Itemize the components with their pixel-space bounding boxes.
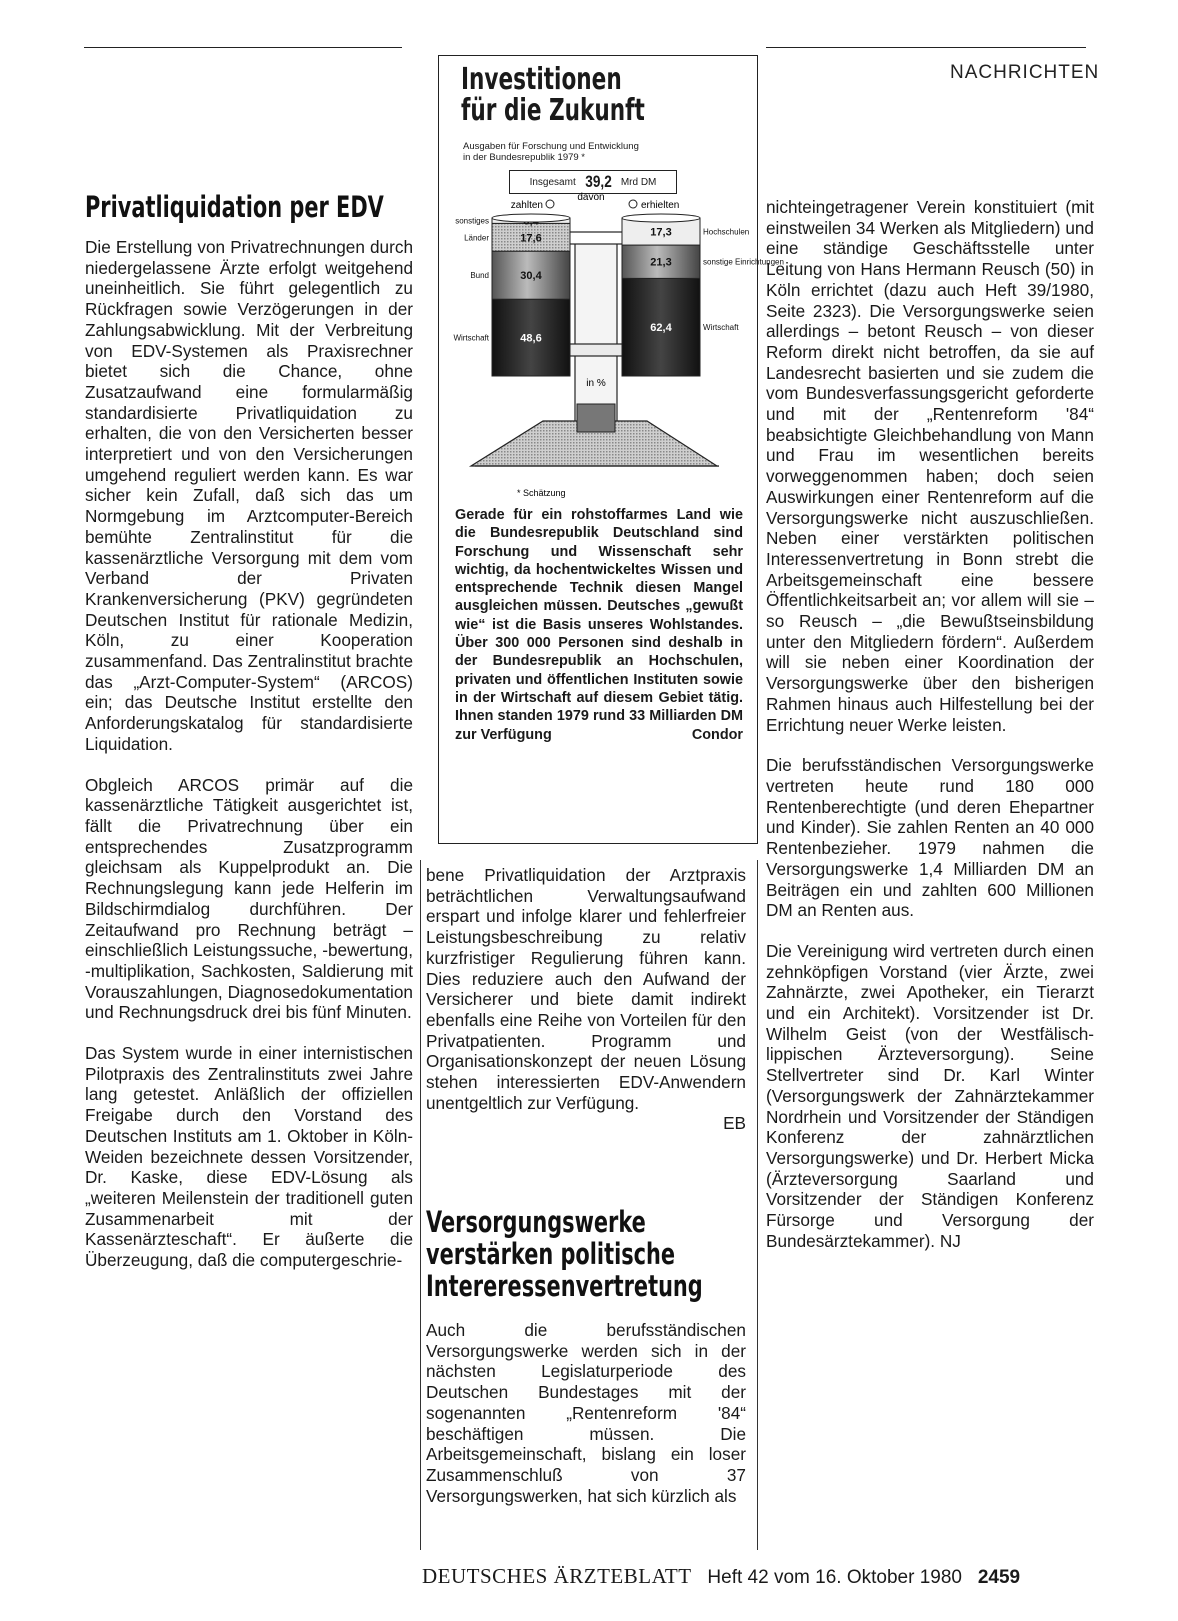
col1-paragraph: Obgleich ARCOS primär auf die kassenärztliche Tätigkeit ausgerichtet ist, fällt die Privatrechnung über ein entsprechendes Zusatzprogramm gleichsam als Kuppelprodukt an. Die Rechnungslegung kann jede Helferin im Bildschirmdialog durchführen. Der Zeitaufwand pro Rechnung beträgt – einschließlich Leistungssuche, -bewertung, -multiplikation, Sachkosten, Saldierung mit Vorauszahlungen, Diagnosedokumentation und Rechnungsdruck drei bis fünf Minuten. <box>85 774 413 1023</box>
top-rule-right <box>766 47 1086 48</box>
col1-paragraph: Das System wurde in einer internistischen Pilotpraxis des Zentralinstituts zwei Jahre lang getestet. Anläßlich der offiziellen Freigabe durch den Vorstand des Deutschen Instituts am 1. Oktober in Köln-Weiden bezeichnete dessen Vorsitzender, Dr. Kaske, diese EDV-Lösung als „weiteren Meilenstein der traditionell guten Zusammenarbeit mit der Kassenärzteschaft“. Er äußerte die Überzeugung, daß die computergeschrie- <box>85 1043 413 1271</box>
total-unit: Mrd DM <box>620 176 657 188</box>
column-1 <box>85 237 413 1291</box>
column-2 <box>426 865 746 1134</box>
footnote-schaetzung: * Schätzung <box>517 488 566 498</box>
bar-value-label: 30,4 <box>520 270 542 283</box>
label-erhielten: erhielten <box>641 200 680 211</box>
total-box <box>509 170 677 194</box>
label-zahlten: zahlten <box>510 200 543 211</box>
headline-privatliquidation: Privatliquidation per EDV <box>85 190 384 224</box>
column-divider <box>420 860 421 1550</box>
label-in-percent: in % <box>586 378 606 389</box>
infobox-investitionen <box>438 55 784 844</box>
total-value: 39,2 <box>585 172 612 191</box>
infobox-title: Investitionen für die Zukunft <box>461 62 645 128</box>
bar-category-label: Hochschulen <box>703 227 750 237</box>
bar-value-label: 48,6 <box>520 332 542 345</box>
column-3 <box>766 197 1094 1251</box>
bar-value-label: 17,6 <box>520 232 542 245</box>
arrow-left-icon <box>546 200 554 208</box>
signature-nj: NJ <box>939 1230 961 1251</box>
top-rule-left <box>84 47 402 48</box>
cylinder-top <box>622 214 700 222</box>
page-number: 2459 <box>977 1567 1021 1588</box>
bar-category-label: Wirtschaft <box>703 323 739 333</box>
infobox-subtitle: Ausgaben für Forschung und Entwicklung in der Bundesrepublik 1979 * <box>463 141 639 163</box>
arrow-right-icon <box>629 200 637 208</box>
col3-paragraph: nichteingetragener Verein konstituiert (mit einstweilen 34 Werken als Mitgliedern) und eine ständige Geschäftsstelle unter Leitung von Hans Hermann Reusch (50) in Köln errichtet (dazu auch Heft 39/1980, Seite 2323). Die Versorgungswerke seien allerdings – betont Reusch – von dieser Reform direkt nicht betroffen, da sie auf Landesrecht basierten und sie zudem die vom Bundesverfassungsgericht geforderte und mit der „Rentenreform '84“ beabsichtigte Gleichbehandlung von Mann und Frau im wesentlichen bereits vorweggenommen haben; doch seien Auswirkungen einer Rentenreform auf die Versorgungswerke nicht auszuschließen. Neben einer verstärkten politischen Interessenvertretung in Bonn strebt die Arbeitsgemeinschaft eine bessere Öffentlichkeitsarbeit an; vor allem will sie – so Reusch – „die Bewußtseinsbildung unter den Mitgliedern fördern“. Außerdem will sie neben einer Koordination der Versorgungswerke über den bisherigen Rahmen hinaus auch Hilfestellung bei der Errichtung neuer Werke leisten. <box>766 197 1094 735</box>
page-footer <box>422 1564 1020 1589</box>
section-label: NACHRICHTEN <box>950 62 1100 83</box>
total-label: Insgesamt <box>529 176 576 188</box>
cylinder-top <box>492 214 570 222</box>
scale-pillar <box>575 241 617 431</box>
bar-value-label: 21,3 <box>650 256 672 269</box>
headline-versorgungswerke: Versorgungswerke verstärken politische Intereressenvertretung <box>426 1205 703 1303</box>
issue-info: Heft 42 vom 16. Oktober 1980 <box>707 1567 962 1588</box>
photo-credit: Condor <box>691 726 743 743</box>
col3-paragraph: Die berufsständischen Versorgungswerke vertreten heute rund 180 000 Rentenberechtigte (und deren Ehepartner und Kinder). Sie zahlen Renten an 40 000 Rentenbezieher. 1979 nahmen die Versorgungswerke 1,4 Milliarden DM an Beiträgen ein und zahlten 600 Millionen DM an Renten aus. <box>766 755 1094 921</box>
masthead: DEUTSCHES ÄRZTEBLATT <box>422 1564 692 1588</box>
bar-category-label: Wirtschaft <box>453 333 489 343</box>
scale-top <box>565 232 627 244</box>
col2-paragraph: bene Privatliquidation der Arztpraxis beträchtlichen Verwaltungsaufwand erspart und infolge klarer und fehlerfreier Leistungsbeschreibung zu relativ kurzfristiger Regulierung führen kann. Dies reduziere auch den Aufwand der Versicherer und biete damit indirekt ebenfalls eine Reihe von Vorteilen für den Privatpatienten. Programm und Organisationskonzept der neuen Lösung stehen interessierten EDV-Anwendern unentgeltlich zur Verfügung. <box>426 865 746 1113</box>
column-divider <box>757 860 758 1550</box>
bar-category-label: Länder <box>464 233 489 243</box>
bar-value-label: 17,3 <box>650 226 672 239</box>
col3-paragraph: Die Vereinigung wird vertreten durch einen zehnköpfigen Vorstand (vier Ärzte, zwei Zahnärzte, zwei Apotheker, ein Tierarzt und ein Architekt). Vorsitzender ist Dr. Wilhelm Geist (von der Westfälisch-lippischen Ärzteversorgung). Seine Stellvertreter sind Dr. Karl Winter (Versorgungswerk der Zahnärztekammer Nordrhein und Vorsitzender der Ständigen Konferenz der zahnärztlichen Versorgungswerke) und Dr. Herbert Micka (Ärzteversorgung Saarland und Vorsitzender der Ständigen Konferenz Fürsorge und Versorgung der Bundesärztekammer). NJ <box>766 940 1094 1251</box>
bar-value-label: 62,4 <box>650 322 672 335</box>
col1-paragraph: Die Erstellung von Privatrechnungen durch niedergelassene Ärzte erfolgt weitgehend uneinheitlich. Sie führt gelegentlich zu Rückfragen sowie Verzögerungen in der Zahlungsabwicklung. Mit der Verbreitung von EDV-Systemen als Praxisrechner bietet sich die Chance, ohne Zusatzaufwand eine formularmäßig standardisierte Privatliquidation zu erhalten, die von den Versicherten besser interpretiert und von den Versicherungen umgehend reguliert werden kann. Es war sicher kein Zufall, daß sich das um Normgebung im Arztcomputer-Bereich bemühte Zentralinstitut für die kassenärztliche Versorgung mit dem vom Verband der Privaten Krankenversicherung (PKV) gegründeten Deutschen Institut für rationale Medizin, Köln, zu einer Kooperation zusammenfand. Das Zentralinstitut brachte das „Arzt-Computer-System“ (ARCOS) ein; das Deutsche Institut erstellte den Anforderungskatalog für standardisierte Liquidation. <box>85 237 413 754</box>
label-davon: davon <box>577 192 605 203</box>
column-2-continued <box>426 1320 746 1526</box>
funding-chart <box>447 192 784 501</box>
bar-category-label: Bund <box>470 271 489 281</box>
infobox-caption: Gerade für ein rohstoffarmes Land wie die Bundesrepublik Deutschland sind Forschung und Wissenschaft sehr wichtig, da hochentwickeltes Wissen und entsprechende Technik diesen Mangel ausgleichen müssen. Deutsches „gewußt wie“ ist die Basis unseres Wohlstandes. Über 300 000 Personen sind deshalb in der Bundesrepublik an Hochschulen, privaten und öffentlichen Instituten sowie in der Wirtschaft auf diesem Gebiet tätig. Ihnen standen 1979 rund 33 Milliarden DM zur Verfügung Condor <box>455 507 743 743</box>
bar-category-label: sonstiges <box>455 216 489 226</box>
bar-category-label: sonstige Einrichtungen <box>703 257 784 267</box>
signature-eb: EB <box>723 1113 746 1134</box>
col2-paragraph-2: Auch die berufsständischen Versorgungswerke werden sich in der nächsten Legislaturperiode des Deutschen Bundestages mit der sogenannten „Rentenreform '84“ beschäftigen müssen. Die Arbeitsgemeinschaft, bislang ein loser Zusammenschluß von 37 Versorgungswerken, hat sich kürzlich als <box>426 1320 746 1506</box>
